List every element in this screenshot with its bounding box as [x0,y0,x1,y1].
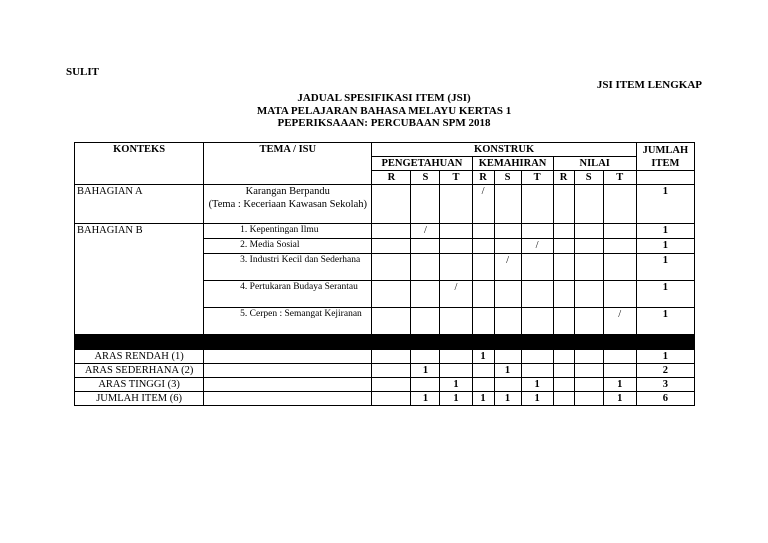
tema-cell: Karangan Berpandu (Tema : Keceriaan Kawasan Sekolah) [204,185,372,224]
konstruk-cell [521,254,553,281]
konstruk-cell [411,308,440,335]
konstruk-cell [494,224,521,239]
konstruk-cell [494,281,521,308]
header-konteks: KONTEKS [75,143,204,185]
summary-tema-blank [204,392,372,406]
konstruk-cell [440,254,472,281]
summary-cell [411,350,440,364]
tema-cell: 1. Kepentingan Ilmu [204,224,372,239]
konstruk-cell [440,185,472,224]
konstruk-cell [472,239,494,254]
sub-header-t: T [603,171,636,185]
konstruk-cell [372,239,411,254]
sub-header-t: T [440,171,472,185]
konstruk-cell [472,281,494,308]
konstruk-cell: / [603,308,636,335]
summary-cell [603,364,636,378]
jumlah-cell: 1 [636,224,694,239]
table-row [75,185,695,224]
konstruk-cell [553,308,574,335]
konstruk-cell [553,185,574,224]
konstruk-cell [521,224,553,239]
summary-cell [440,364,472,378]
konstruk-cell [574,308,603,335]
konstruk-cell [440,224,472,239]
konstruk-cell [553,224,574,239]
summary-cell: 1 [494,364,521,378]
header-konstruk: KONSTRUK [372,143,636,157]
sub-header-r: R [372,171,411,185]
summary-cell: 1 [411,392,440,406]
konstruk-cell: / [494,254,521,281]
sub-header-r: R [553,171,574,185]
summary-row [75,350,695,364]
konstruk-cell [603,239,636,254]
konteks-cell: BAHAGIAN A [75,185,204,224]
header-tema: TEMA / ISU [204,143,372,185]
summary-cell [553,392,574,406]
konstruk-cell [494,308,521,335]
title-line-3: PEPERIKSAAAN: PERCUBAAN SPM 2018 [277,117,491,129]
summary-cell [411,378,440,392]
summary-cell: 1 [411,364,440,378]
summary-row [75,364,695,378]
konstruk-cell [521,185,553,224]
jumlah-cell: 1 [636,239,694,254]
sub-header-r: R [472,171,494,185]
jumlah-cell: 1 [636,185,694,224]
konstruk-cell [574,185,603,224]
konstruk-cell [472,254,494,281]
tema-cell: 3. Industri Kecil dan Sederhana [204,254,372,281]
konstruk-cell: / [521,239,553,254]
konteks-cell: BAHAGIAN B [75,224,204,335]
header-group-nilai: NILAI [553,157,636,171]
konstruk-cell [372,185,411,224]
summary-cell: 1 [472,350,494,364]
konstruk-cell [372,254,411,281]
konstruk-cell [472,308,494,335]
konstruk-cell [472,224,494,239]
summary-tema-blank [204,364,372,378]
summary-cell [372,392,411,406]
summary-cell [494,350,521,364]
summary-jumlah: 1 [636,350,694,364]
konstruk-cell [574,224,603,239]
konstruk-cell [574,239,603,254]
summary-cell [472,378,494,392]
konstruk-cell [411,239,440,254]
konstruk-cell [521,308,553,335]
title-line-1: JADUAL SPESIFIKASI ITEM (JSI) [297,92,471,104]
summary-tema-blank [204,350,372,364]
jumlah-cell: 1 [636,254,694,281]
konstruk-cell [494,239,521,254]
summary-cell [372,350,411,364]
summary-cell [574,364,603,378]
konstruk-cell: / [440,281,472,308]
summary-cell: 1 [494,392,521,406]
title-line-2: MATA PELAJARAN BAHASA MELAYU KERTAS 1 [256,104,512,117]
konstruk-cell [553,281,574,308]
konstruk-cell: / [472,185,494,224]
summary-cell [553,364,574,378]
konstruk-cell [411,254,440,281]
konstruk-cell [411,185,440,224]
summary-cell: 1 [521,378,553,392]
summary-cell [574,350,603,364]
konstruk-cell [372,308,411,335]
konstruk-cell [440,308,472,335]
jsi-type-label: JSI ITEM LENGKAP [596,79,702,91]
konstruk-cell [603,281,636,308]
summary-cell [521,364,553,378]
tema-cell: 4. Pertukaran Budaya Serantau [204,281,372,308]
header-group-pengetahuan: PENGETAHUAN [372,157,472,171]
summary-row [75,392,695,406]
konstruk-cell [440,239,472,254]
summary-cell [553,350,574,364]
header-group-kemahiran: KEMAHIRAN [472,157,553,171]
tema-cell: 5. Cerpen : Semangat Kejiranan [204,308,372,335]
summary-cell [372,364,411,378]
sub-header-s: S [494,171,521,185]
summary-label: JUMLAH ITEM (6) [75,392,204,406]
summary-cell: 1 [521,392,553,406]
konstruk-cell: / [411,224,440,239]
table-row [75,224,695,239]
konstruk-cell [411,281,440,308]
summary-cell [372,378,411,392]
summary-jumlah: 3 [636,378,694,392]
sulit-label: SULIT [66,66,100,78]
sub-header-s: S [574,171,603,185]
summary-label: ARAS TINGGI (3) [75,378,204,392]
summary-row [75,378,695,392]
summary-cell [440,350,472,364]
separator-bar [75,335,695,350]
summary-cell [494,378,521,392]
header-jumlah: JUMLAH ITEM [636,143,694,171]
sub-header-s: S [411,171,440,185]
summary-cell [553,378,574,392]
summary-cell [574,378,603,392]
summary-cell: 1 [603,378,636,392]
summary-cell: 1 [603,392,636,406]
summary-tema-blank [204,378,372,392]
summary-cell [521,350,553,364]
konstruk-cell [553,239,574,254]
jumlah-cell: 1 [636,281,694,308]
konstruk-cell [372,281,411,308]
konstruk-cell [553,254,574,281]
summary-label: ARAS SEDERHANA (2) [75,364,204,378]
summary-cell: 1 [440,392,472,406]
jumlah-cell: 1 [636,308,694,335]
summary-cell [574,392,603,406]
document-title [0,92,768,130]
jsi-table [74,142,695,406]
konstruk-cell [603,224,636,239]
konstruk-cell [603,185,636,224]
tema-cell: 2. Media Sosial [204,239,372,254]
konstruk-cell [494,185,521,224]
konstruk-cell [574,281,603,308]
konstruk-cell [603,254,636,281]
summary-jumlah: 2 [636,364,694,378]
konstruk-cell [574,254,603,281]
summary-cell [603,350,636,364]
summary-jumlah: 6 [636,392,694,406]
sub-header-blank [636,171,694,185]
summary-label: ARAS RENDAH (1) [75,350,204,364]
konstruk-cell [521,281,553,308]
summary-cell: 1 [440,378,472,392]
separator-bar-cell [75,335,695,350]
konstruk-cell [372,224,411,239]
sub-header-t: T [521,171,553,185]
summary-cell [472,364,494,378]
summary-cell: 1 [472,392,494,406]
